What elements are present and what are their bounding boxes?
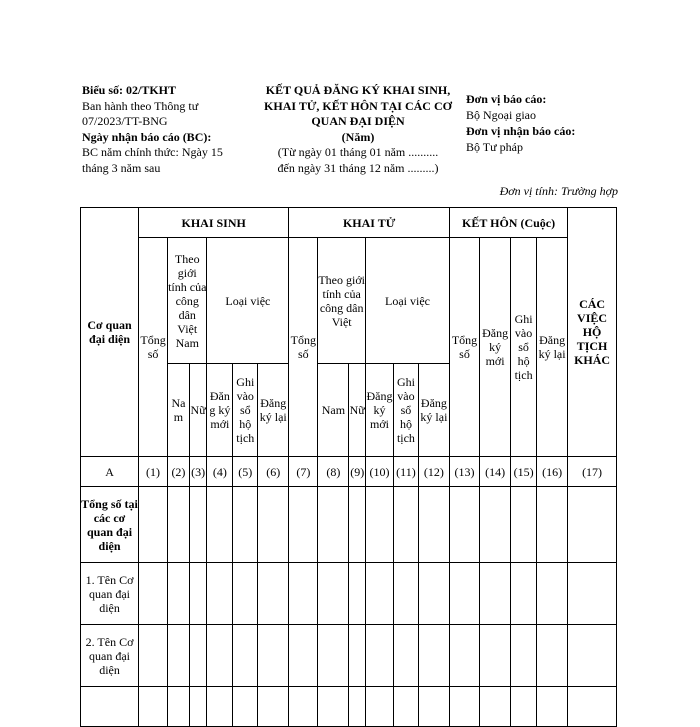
data-cell[interactable]	[511, 487, 537, 563]
data-cell[interactable]	[189, 563, 207, 625]
row-label: 2. Tên Cơ quan đại diện	[81, 625, 139, 687]
marriage-record-header: Ghi vào sổ hộ tịch	[511, 238, 537, 457]
col-index-cell: (4)	[207, 457, 233, 487]
birth-rereg-header: Đăng ký lại	[258, 364, 289, 457]
data-cell[interactable]	[258, 687, 289, 727]
data-cell[interactable]	[189, 487, 207, 563]
col-index-cell: A	[81, 457, 139, 487]
data-cell[interactable]	[568, 487, 617, 563]
data-cell[interactable]	[349, 487, 366, 563]
data-cell[interactable]	[366, 563, 394, 625]
death-total-header: Tổng số	[289, 238, 318, 457]
data-cell[interactable]	[168, 687, 190, 727]
data-cell[interactable]	[511, 687, 537, 727]
issued-line-2: 07/2023/TT-BNG	[82, 114, 168, 128]
data-cell[interactable]	[480, 625, 511, 687]
data-cell[interactable]	[366, 687, 394, 727]
data-cell[interactable]	[480, 487, 511, 563]
data-cell[interactable]	[537, 487, 568, 563]
col-index-cell: (1)	[139, 457, 168, 487]
data-cell[interactable]	[394, 625, 419, 687]
data-cell[interactable]	[289, 625, 318, 687]
marriage-rereg-header: Đăng ký lại	[537, 238, 568, 457]
death-type-header: Loại việc	[366, 238, 450, 364]
data-cell[interactable]	[189, 625, 207, 687]
col-index-cell: (12)	[418, 457, 449, 487]
data-cell[interactable]	[318, 625, 349, 687]
birth-total-header: Tổng số	[139, 238, 168, 457]
data-cell[interactable]	[233, 563, 258, 625]
data-cell[interactable]	[139, 687, 168, 727]
data-cell[interactable]	[189, 687, 207, 727]
death-female-header: Nữ	[349, 364, 366, 457]
receiving-unit-label: Đơn vị nhận báo cáo:	[466, 124, 576, 138]
data-cell[interactable]	[511, 625, 537, 687]
col-index-cell: (5)	[233, 457, 258, 487]
birth-type-header: Loại việc	[207, 238, 289, 364]
receive-date-label: Ngày nhận báo cáo (BC):	[82, 129, 212, 144]
death-gender-header: Theo giới tính của công dân Việt	[318, 238, 366, 364]
data-cell[interactable]	[394, 687, 419, 727]
group-death-header: KHAI TỬ	[289, 208, 450, 238]
data-cell[interactable]	[258, 563, 289, 625]
data-cell[interactable]	[349, 687, 366, 727]
death-rereg-header: Đăng ký lại	[418, 364, 449, 457]
data-cell[interactable]	[418, 687, 449, 727]
col-index-cell: (9)	[349, 457, 366, 487]
data-cell[interactable]	[289, 687, 318, 727]
col-index-cell: (14)	[480, 457, 511, 487]
col-index-cell: (2)	[168, 457, 190, 487]
data-cell[interactable]	[258, 625, 289, 687]
issued-line-1: Ban hành theo Thông tư	[82, 98, 199, 113]
data-cell[interactable]	[318, 563, 349, 625]
data-cell[interactable]	[568, 625, 617, 687]
data-cell[interactable]	[233, 625, 258, 687]
data-cell[interactable]	[537, 625, 568, 687]
col-index-cell: (6)	[258, 457, 289, 487]
table-row	[81, 563, 617, 625]
data-cell[interactable]	[480, 687, 511, 727]
data-cell[interactable]	[207, 625, 233, 687]
column-index-row	[81, 457, 617, 487]
data-cell[interactable]	[568, 687, 617, 727]
birth-male-header: Nam	[168, 364, 190, 457]
title-line-1: KẾT QUẢ ĐĂNG KÝ KHAI SINH,	[265, 83, 451, 97]
data-cell[interactable]	[537, 563, 568, 625]
reporting-unit-value: Bộ Ngoại giao	[466, 108, 536, 122]
col-index-cell: (11)	[394, 457, 419, 487]
title-line-3: QUAN ĐẠI DIỆN	[311, 114, 405, 128]
data-cell[interactable]	[366, 625, 394, 687]
col-other-header: CÁC VIỆC HỘ TỊCH KHÁC	[568, 208, 617, 457]
data-cell[interactable]	[449, 563, 479, 625]
title-line-2: KHAI TỬ, KẾT HÔN TẠI CÁC CƠ	[264, 98, 452, 113]
group-marriage-header: KẾT HÔN (Cuộc)	[449, 208, 567, 238]
data-cell[interactable]	[449, 687, 479, 727]
data-cell[interactable]	[81, 687, 139, 727]
data-cell[interactable]	[537, 687, 568, 727]
table-row	[81, 487, 617, 563]
receive-date-line-1: BC năm chính thức: Ngày 15	[82, 145, 223, 159]
report-title	[244, 83, 472, 176]
data-cell[interactable]	[449, 625, 479, 687]
data-cell[interactable]	[418, 563, 449, 625]
title-year: (Năm)	[341, 129, 375, 144]
birth-gender-header: Theo giới tính của công dân Việt Nam	[168, 238, 207, 364]
reporting-unit-label: Đơn vị báo cáo:	[466, 92, 547, 106]
col-agency-header: Cơ quan đại diện	[81, 208, 139, 457]
data-cell[interactable]	[168, 487, 190, 563]
data-cell[interactable]	[233, 487, 258, 563]
data-cell[interactable]	[511, 563, 537, 625]
form-info	[82, 83, 257, 176]
data-cell[interactable]	[394, 563, 419, 625]
data-cell[interactable]	[139, 487, 168, 563]
data-cell[interactable]	[349, 625, 366, 687]
data-cell[interactable]	[349, 563, 366, 625]
col-index-cell: (17)	[568, 457, 617, 487]
title-period-from: (Từ ngày 01 tháng 01 năm ..........	[277, 145, 439, 159]
data-cell[interactable]	[289, 487, 318, 563]
death-new-header: Đăng ký mới	[366, 364, 394, 457]
data-cell[interactable]	[480, 563, 511, 625]
marriage-new-header: Đăng ký mới	[480, 238, 511, 457]
death-record-header: Ghi vào sổ hộ tịch	[394, 364, 419, 457]
reporting-info	[466, 91, 646, 155]
table-row	[81, 687, 617, 727]
data-cell[interactable]	[449, 487, 479, 563]
data-cell[interactable]	[318, 487, 349, 563]
table-row	[81, 625, 617, 687]
birth-record-header: Ghi vào sổ hộ tịch	[233, 364, 258, 457]
data-cell[interactable]	[207, 687, 233, 727]
data-cell[interactable]	[139, 563, 168, 625]
title-period-to: đến ngày 31 tháng 12 năm .........)	[277, 160, 439, 175]
data-cell[interactable]	[418, 625, 449, 687]
data-cell[interactable]	[233, 687, 258, 727]
marriage-total-header: Tổng số	[449, 238, 479, 457]
data-cell[interactable]	[168, 625, 190, 687]
col-index-cell: (10)	[366, 457, 394, 487]
col-index-cell: (7)	[289, 457, 318, 487]
data-cell[interactable]	[418, 487, 449, 563]
data-cell[interactable]	[207, 563, 233, 625]
data-cell[interactable]	[258, 487, 289, 563]
birth-female-header: Nữ	[189, 364, 207, 457]
death-male-header: Nam	[318, 364, 349, 457]
data-cell[interactable]	[289, 563, 318, 625]
col-index-cell: (16)	[537, 457, 568, 487]
col-index-cell: (13)	[449, 457, 479, 487]
data-cell[interactable]	[168, 563, 190, 625]
data-cell[interactable]	[366, 487, 394, 563]
form-code: Biểu số: 02/TKHT	[82, 83, 177, 97]
row-label: Tổng số tại các cơ quan đại diện	[81, 487, 139, 563]
col-index-cell: (8)	[318, 457, 349, 487]
birth-new-header: Đăng ký mới	[207, 364, 233, 457]
col-index-cell: (15)	[511, 457, 537, 487]
receiving-unit-value: Bộ Tư pháp	[466, 140, 523, 154]
col-index-cell: (3)	[189, 457, 207, 487]
data-cell[interactable]	[568, 563, 617, 625]
row-label: 1. Tên Cơ quan đại diện	[81, 563, 139, 625]
data-cell[interactable]	[139, 625, 168, 687]
receive-date-line-2: tháng 3 năm sau	[82, 160, 161, 175]
data-cell[interactable]	[394, 487, 419, 563]
report-table	[80, 207, 617, 727]
data-cell[interactable]	[207, 487, 233, 563]
data-cell[interactable]	[318, 687, 349, 727]
measure-unit: Đơn vị tính: Trường hợp	[499, 184, 618, 198]
group-birth-header: KHAI SINH	[139, 208, 289, 238]
